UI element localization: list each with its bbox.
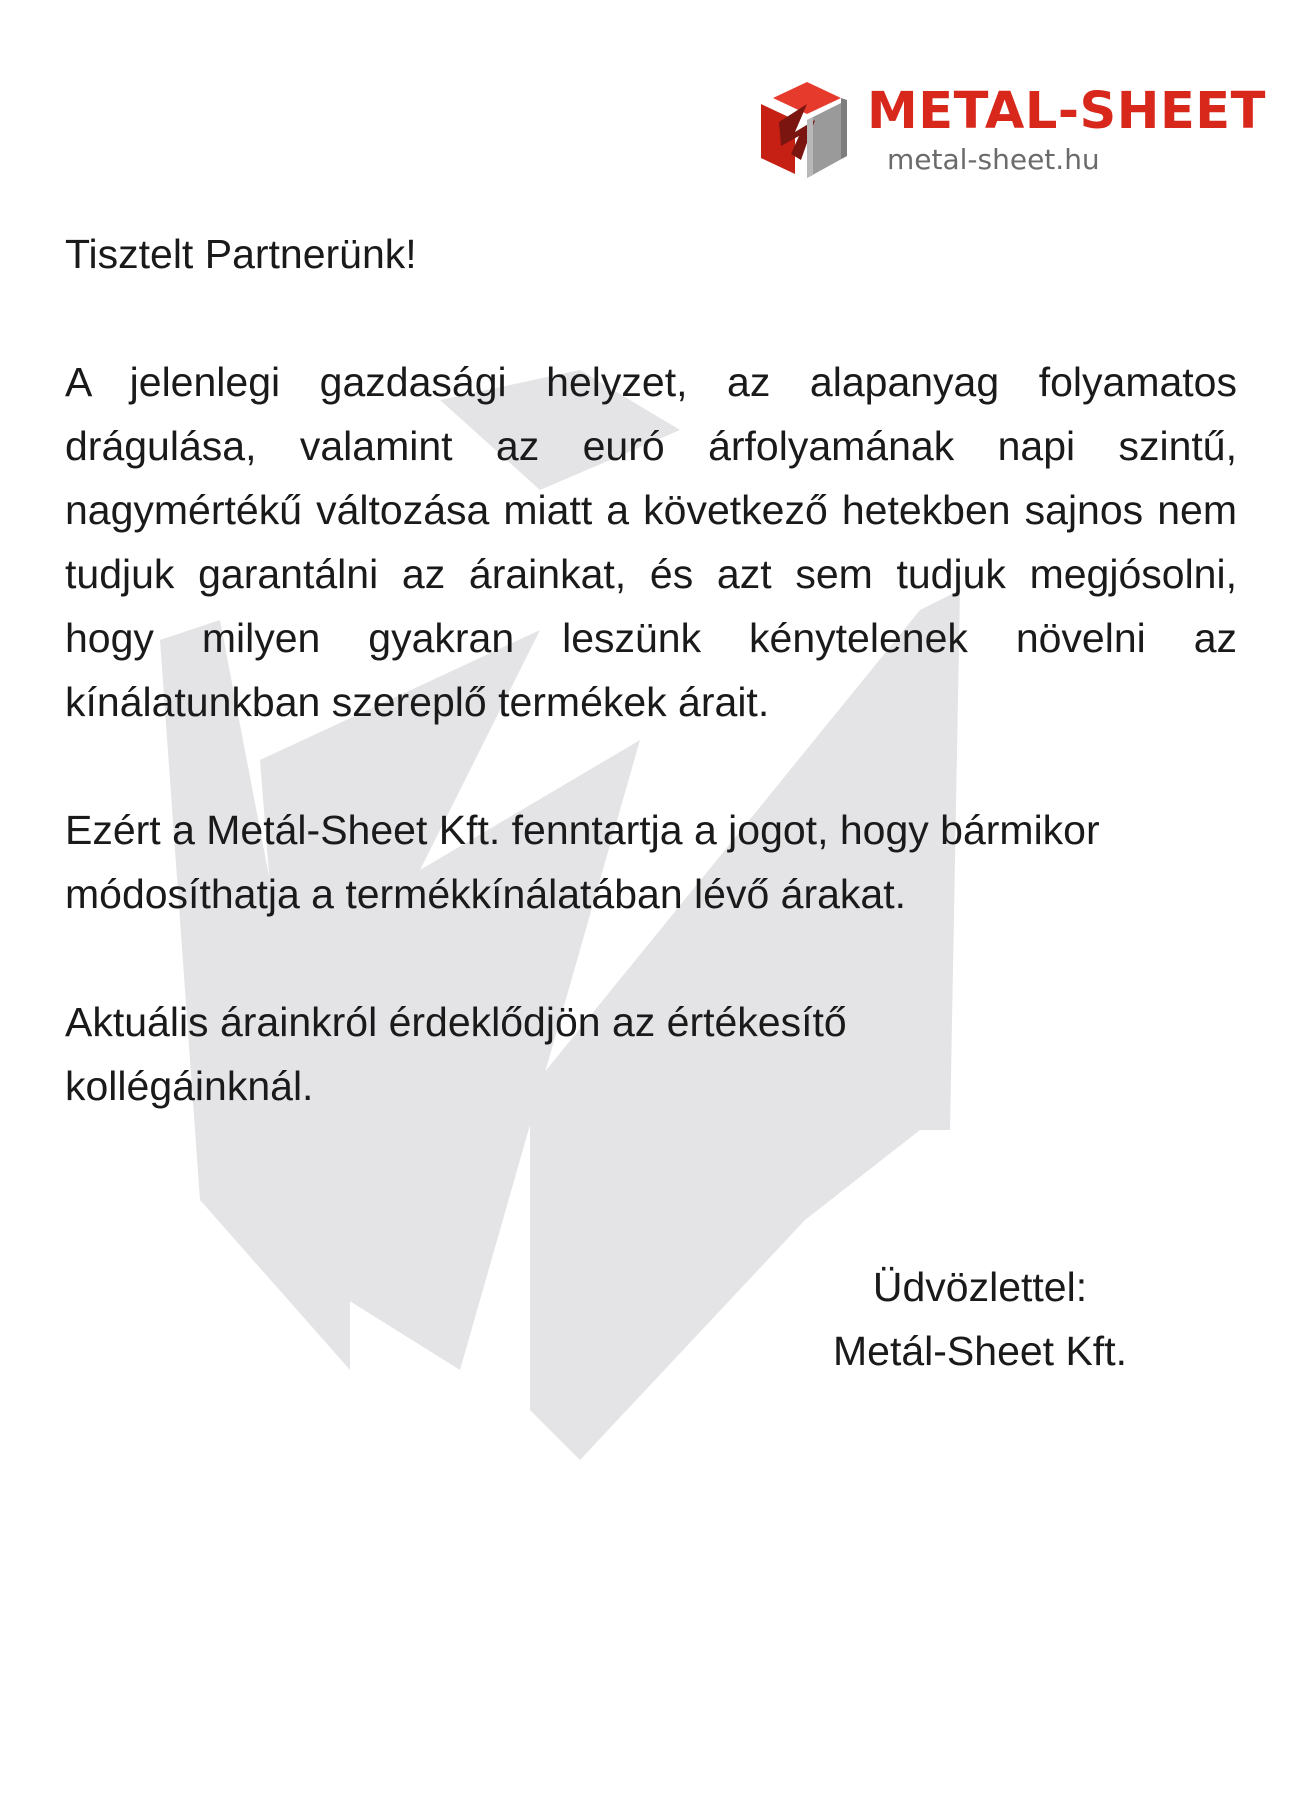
closing-signature: Metál-Sheet Kft. bbox=[833, 1328, 1127, 1374]
letter-paragraph-rights bbox=[65, 798, 1237, 926]
logo-website-url: metal-sheet.hu bbox=[887, 143, 1100, 176]
company-logo bbox=[755, 70, 1266, 190]
letter-paragraph-contact bbox=[65, 990, 1237, 1118]
logo-brand-name: METAL-SHEET bbox=[867, 82, 1266, 141]
closing-salutation: Üdvözlettel: bbox=[872, 1264, 1088, 1310]
letter-body bbox=[65, 222, 1237, 1182]
letter-paragraph-contact-line-2: kollégáinknál. bbox=[65, 1063, 314, 1109]
letter-paragraph-rights-line-1: Ezért a Metál-Sheet Kft. fenntartja a jogot, hogy bármikor bbox=[65, 807, 1100, 853]
letter-closing bbox=[760, 1255, 1200, 1383]
letter-greeting: Tisztelt Partnerünk! bbox=[65, 231, 417, 277]
metal-sheet-cube-icon bbox=[755, 74, 855, 184]
letter-paragraph-contact-line-1: Aktuális árainkról érdeklődjön az értékesítő bbox=[65, 999, 847, 1045]
letter-paragraph-price-notice: A jelenlegi gazdasági helyzet, az alapanyag folyamatos drágulása, valamint az euró árfolyamának napi szintű, nagymértékű változása miatt a következő hetekben sajnos nem tudjuk garantálni az árainkat, és azt sem tudjuk megjósolni, hogy milyen gyakran leszünk kénytelenek növelni az kínálatunkban szereplő termékek árait. bbox=[65, 359, 1237, 725]
letter-paragraph-rights-line-2: módosíthatja a termékkínálatában lévő árakat. bbox=[65, 871, 906, 917]
